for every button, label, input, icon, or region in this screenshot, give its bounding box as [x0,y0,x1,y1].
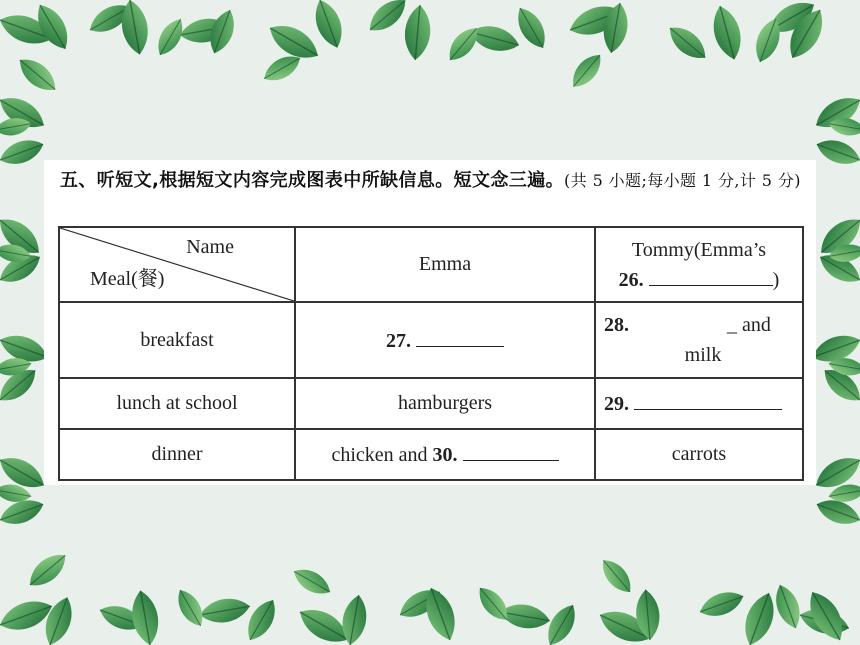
tommy-breakfast-cell [595,302,803,378]
exercise-card [44,160,816,485]
meal-dinner: dinner [59,429,295,480]
header-meal-label: Meal(餐) [90,268,165,290]
table-header-row [59,227,803,302]
tommy-breakfast-and: _ and [727,314,771,336]
question-instructions [60,168,808,193]
header-tommy-close: ) [772,268,780,291]
emma-lunch-cell: hamburgers [295,378,595,429]
blank-29-number: 29. [604,393,629,415]
table-row [59,302,803,378]
header-tommy-line1: Tommy(Emma’s [631,238,767,261]
tommy-breakfast-milk: milk [684,344,722,366]
emma-dinner-text: chicken and [331,444,428,466]
meal-breakfast: breakfast [59,302,295,378]
blank-30-number: 30. [432,444,458,466]
question-scoring: (共 5 小题;每小题 1 分,计 5 分) [564,171,801,190]
meal-table [58,226,802,476]
blank-30-field[interactable] [463,442,559,461]
header-emma: Emma [295,227,595,302]
blank-28-field[interactable] [634,312,722,331]
header-name-label: Name [186,236,234,258]
blank-29-field[interactable] [634,391,782,410]
blank-27-field[interactable] [416,328,504,347]
question-prefix: 五、听短文,根据短文内容完成图表中所缺信息。短文念三遍。 [60,170,565,191]
blank-28-number: 28. [604,314,629,336]
tommy-lunch-cell [595,378,803,429]
blank-26-number: 26. [618,268,644,291]
table-row [59,378,803,429]
tommy-dinner-cell: carrots [595,429,803,480]
blank-27-number: 27. [386,329,411,352]
diagonal-header-cell [59,227,295,302]
table-row [59,429,803,480]
meal-lunch: lunch at school [59,378,295,429]
header-tommy [595,227,803,302]
emma-dinner-cell [295,429,595,480]
emma-breakfast-cell [295,302,595,378]
blank-26-field[interactable] [649,267,773,286]
